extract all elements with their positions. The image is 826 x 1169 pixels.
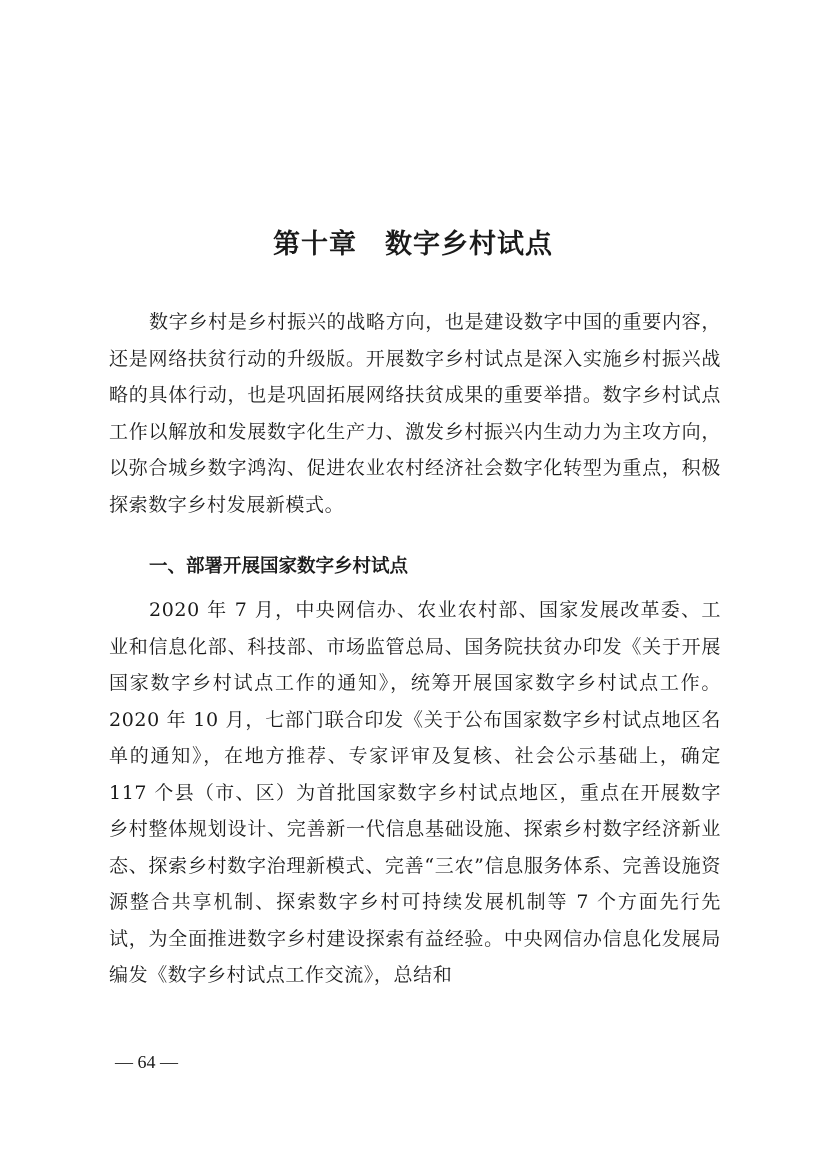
section-heading: 一、部署开展国家数字乡村试点 <box>149 556 409 577</box>
page-number: — 64 — <box>115 1052 178 1072</box>
body-paragraph-intro: 数字乡村是乡村振兴的战略方向，也是建设数字中国的重要内容，还是网络扶贫行动的升级版。开展数字乡村试点是深入实施乡村振兴战略的具体行动，也是巩固拓展网络扶贫成果的重要举措。数字乡村试点工作以解放和发展数字化生产力、激发乡村振兴内生动力为主攻方向，以弥合城乡数字鸿沟、促进农业农村经济社会数字化转型为重点，积极探索数字乡村发展新模式。 <box>109 311 721 516</box>
chapter-title: 第十章 数字乡村试点 <box>273 229 553 260</box>
body-paragraph-pilot: 2020 年 7 月，中央网信办、农业农村部、国家发展改革委、工业和信息化部、科技部、市场监管总局、国务院扶贫办印发《关于开展国家数字乡村试点工作的通知》，统筹开展国家数字乡村试点工作。2020 年 10 月，七部门联合印发《关于公布国家数字乡村试点地区名单的通知》，在地方推荐、专家评审及复核、社会公示基础上，确定 117 个县（市、区）为首批国家数字乡村试点地区，重点在开展数字乡村整体规划设计、完善新一代信息基础设施、探索乡村数字经济新业态、探索乡村数字治理新模式、完善“三农”信息服务体系、完善设施资源整合共享机制、探索数字乡村可持续发展机制等 7 个方面先行先试，为全面推进数字乡村建设探索有益经验。中央网信办信息化发展局编发《数字乡村试点工作交流》，总结和 <box>109 599 721 986</box>
